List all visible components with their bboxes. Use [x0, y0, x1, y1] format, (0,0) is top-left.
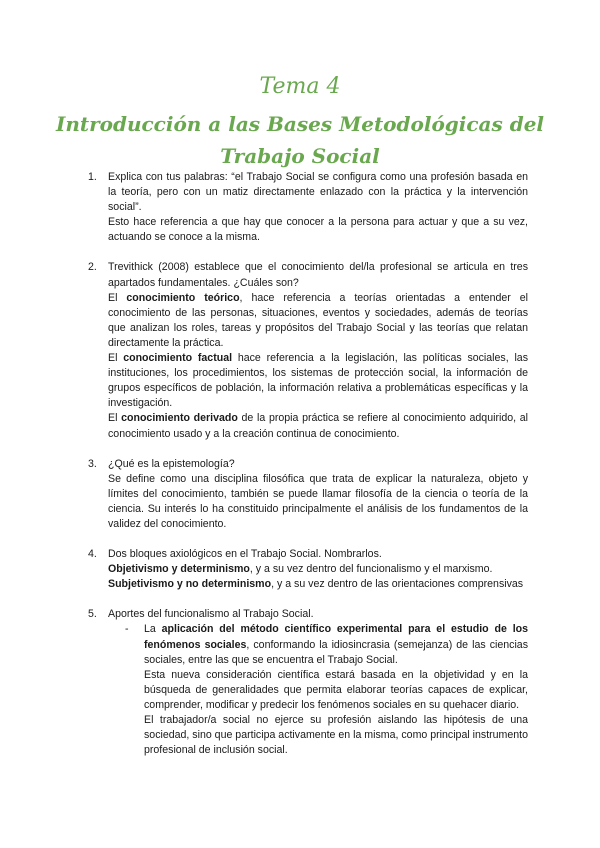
answer-text: Se define como una disciplina filosófica que trata de explicar la naturaleza, objeto y límites del conocimiento, también se puede llamar filosofía de la ciencia o teoría de la ciencia. Su interés lo ha constituido principalmente el análisis de los fundamentos de la validez del conocimiento. — [108, 472, 528, 530]
question-5 — [0, 607, 600, 758]
question-text: Dos bloques axiológicos en el Trabajo Social. Nombrarlos. — [108, 548, 382, 561]
answer-paragraph — [108, 562, 528, 577]
answer-paragraph — [108, 291, 528, 351]
question-text: Trevithick (2008) establece que el conocimiento del/la profesional se articula en tres apartados fundamentales. ¿Cuáles son? — [108, 261, 528, 289]
page-title-line1: Introducción a las Bases Metodológicas del — [55, 112, 545, 136]
sub-list-item — [108, 622, 528, 758]
answer-text: Esto hace referencia a que hay que conocer a la persona para actuar y que a su vez, actuando se conoce a la misma. — [108, 216, 528, 244]
question-text: Explica con tus palabras: “el Trabajo Social se configura como una profesión basada en la teoría, pero con un matiz directamente enlazado con la práctica y la intervención social”. — [108, 171, 528, 214]
question-number: 5. — [88, 608, 97, 621]
text: , y a su vez dentro del funcionalismo y el marxismo. — [249, 563, 493, 576]
answer-paragraph — [108, 411, 528, 441]
question-2 — [0, 260, 600, 441]
question-number: 3. — [88, 457, 97, 470]
bold-term: Objetivismo y determinismo — [108, 563, 250, 576]
question-text: ¿Qué es la epistemología? — [108, 457, 235, 470]
text: El — [108, 412, 122, 425]
bold-term: conocimiento derivado — [121, 412, 238, 425]
question-1 — [0, 170, 600, 245]
text: La — [144, 623, 162, 636]
question-3 — [0, 457, 600, 532]
bold-term: aplicación del método científico experimental para el estudio de los fenómenos sociales — [144, 623, 528, 651]
bold-term: conocimiento factual — [123, 352, 233, 365]
sub-paragraph — [144, 622, 528, 667]
answer-paragraph — [108, 351, 528, 411]
question-number: 4. — [88, 548, 97, 561]
sub-list — [108, 622, 528, 758]
question-number: 1. — [88, 171, 97, 183]
page-tema: Tema 4 — [259, 74, 341, 99]
text: , hace referencia a teorías orientadas a entender el conocimiento de las personas, situaciones, eventos y sociedades, además de teorías que analizan los roles, tareas y propósitos del Trabajo Social y las teorías que relatan directamente la práctica. — [108, 291, 528, 349]
bold-term: conocimiento teórico — [126, 291, 240, 304]
text: , conformando la idiosincrasia (semejanza) de las ciencias sociales, entre las que se encuentra el Trabajo Social. — [144, 638, 528, 666]
page-title-line2: Trabajo Social — [220, 144, 380, 168]
text: de la propia práctica se refiere al conocimiento adquirido, al conocimiento usado y a la creación continua de conocimiento. — [108, 412, 528, 440]
sub-paragraph: Esta nueva consideración científica estará basada en la objetividad y en la búsqueda de generalidades que permita elaborar teorías capaces de explicar, comprender, modificar y predecir los fenómenos sociales en su quehacer diario. — [144, 668, 528, 711]
question-text: Aportes del funcionalismo al Trabajo Social. — [108, 608, 314, 621]
text: El — [108, 291, 127, 304]
answer-paragraph — [108, 577, 528, 592]
bold-term: Subjetivismo y no determinismo — [108, 578, 272, 591]
question-4 — [0, 547, 600, 592]
document-body — [0, 170, 600, 773]
question-list — [0, 170, 600, 758]
text: , y a su vez dentro de las orientaciones comprensivas — [271, 578, 524, 591]
text: El — [108, 352, 124, 365]
dash-bullet: - — [125, 623, 129, 636]
sub-paragraph: El trabajador/a social no ejerce su profesión aislando las hipótesis de una sociedad, sino que participa activamente en la misma, como principal instrumento profesional de inclusión social. — [144, 714, 528, 757]
text: hace referencia a la legislación, las políticas sociales, las instituciones, los procedimientos, los sistemas de protección social, la información de grupos específicos de población, la información relativa a problemáticas específicas y la investigación. — [108, 352, 528, 410]
question-number: 2. — [88, 261, 97, 274]
